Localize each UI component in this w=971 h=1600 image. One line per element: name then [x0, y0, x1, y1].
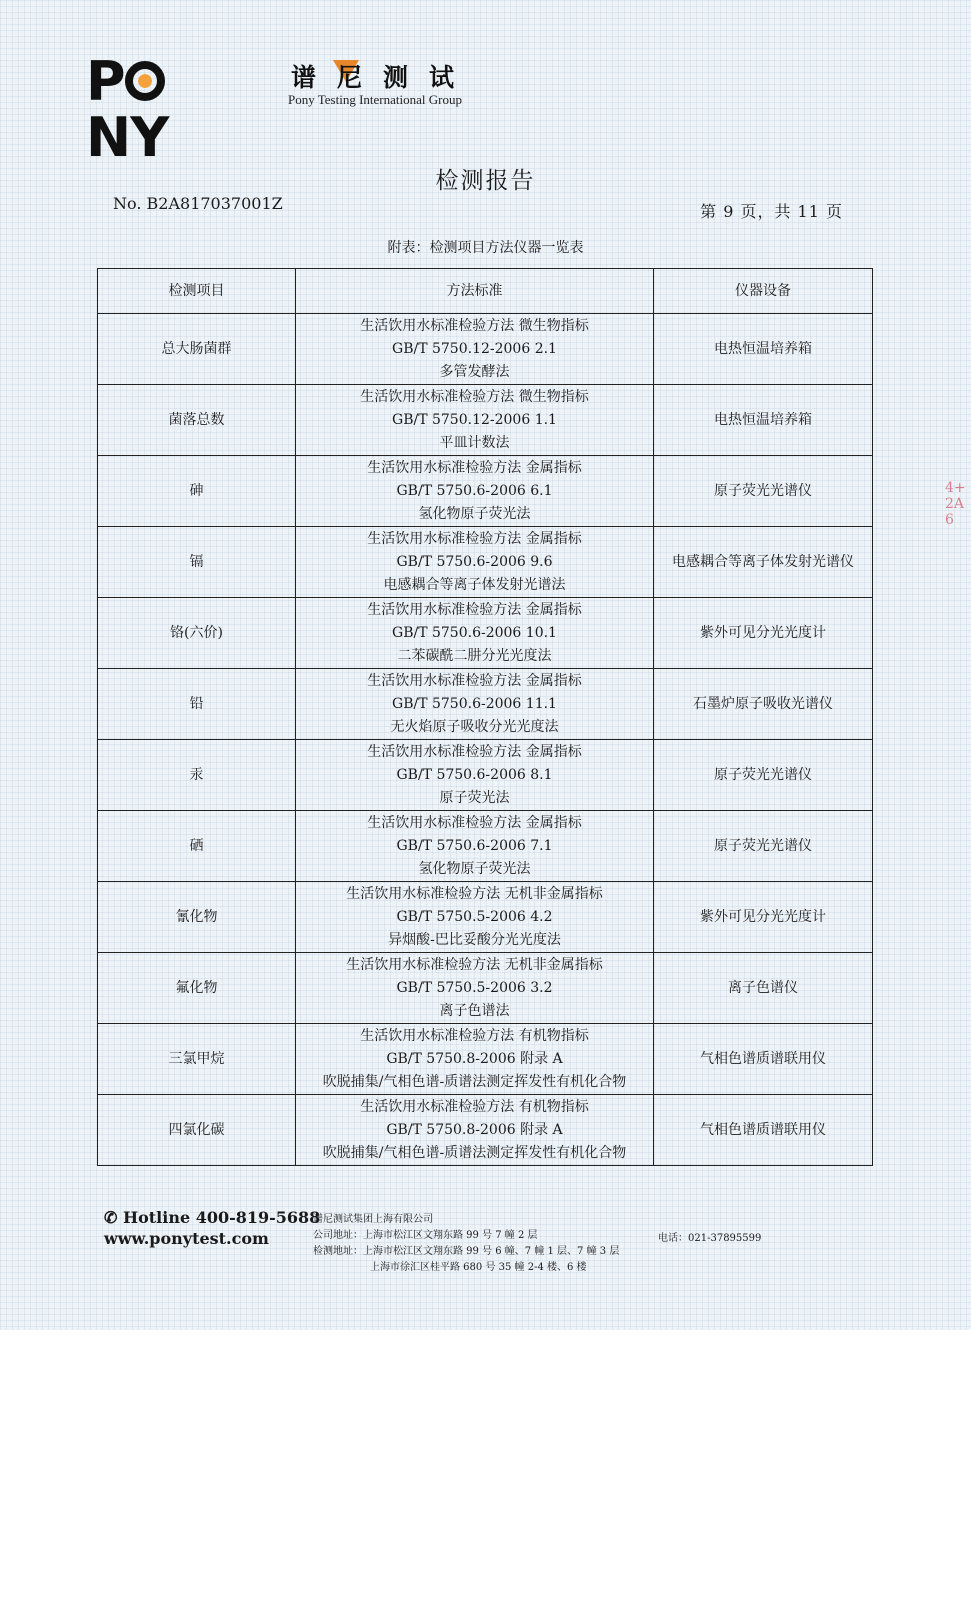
method-technique: 平皿计数法: [439, 434, 510, 451]
cell-method: [296, 598, 654, 669]
website-link[interactable]: www.ponytest.com: [104, 1229, 269, 1248]
appendix-title: 附表：检测项目方法仪器一览表: [387, 240, 584, 256]
methods-table: [97, 268, 873, 1166]
method-standard: GB/T 5750.5-2006 3.2: [396, 979, 553, 996]
cell-method: [296, 882, 654, 953]
cell-item: 氰化物: [98, 882, 296, 953]
cell-item: 四氯化碳: [98, 1095, 296, 1166]
cell-method: [296, 953, 654, 1024]
method-name: 生活饮用水标准检验方法 金属指标: [367, 672, 582, 689]
lab-address-secondary: 上海市徐汇区桂平路 680 号 35 幢 2-4 楼、6 楼: [370, 1262, 587, 1273]
method-technique: 多管发酵法: [439, 363, 510, 380]
method-name: 生活饮用水标准检验方法 微生物指标: [360, 317, 589, 334]
cell-equipment: 紫外可见分光光度计: [654, 882, 873, 953]
cell-equipment: 气相色谱质谱联用仪: [654, 1095, 873, 1166]
cell-item: 三氯甲烷: [98, 1024, 296, 1095]
table-row: [98, 456, 873, 527]
cell-method: [296, 314, 654, 385]
method-technique: 吹脱捕集/气相色谱-质谱法测定挥发性有机化合物: [322, 1144, 627, 1161]
cell-method: [296, 1095, 654, 1166]
method-standard: GB/T 5750.6-2006 9.6: [396, 553, 553, 570]
cell-equipment: 电感耦合等离子体发射光谱仪: [654, 527, 873, 598]
company-phone: 电话：021-37895599: [658, 1233, 762, 1244]
table-row: [98, 953, 873, 1024]
seal-stamp: 4+2A6: [945, 480, 966, 528]
table-row: [98, 527, 873, 598]
method-standard: GB/T 5750.8-2006 附录 A: [386, 1050, 563, 1067]
cell-method: [296, 456, 654, 527]
method-standard: GB/T 5750.6-2006 10.1: [392, 624, 557, 641]
table-header-row: [98, 269, 873, 314]
cell-equipment: 电热恒温培养箱: [654, 314, 873, 385]
method-name: 生活饮用水标准检验方法 金属指标: [367, 743, 582, 760]
cell-item: 铬(六价): [98, 598, 296, 669]
cell-item: 铅: [98, 669, 296, 740]
cell-item: 汞: [98, 740, 296, 811]
cell-equipment: 气相色谱质谱联用仪: [654, 1024, 873, 1095]
method-technique: 吹脱捕集/气相色谱-质谱法测定挥发性有机化合物: [322, 1073, 627, 1090]
logo-english-name: Pony Testing International Group: [288, 92, 462, 107]
table-row: [98, 314, 873, 385]
table-row: [98, 811, 873, 882]
cell-method: [296, 740, 654, 811]
method-name: 生活饮用水标准检验方法 无机非金属指标: [346, 885, 603, 902]
method-technique: 无火焰原子吸收分光光度法: [390, 718, 559, 735]
cell-item: 菌落总数: [98, 385, 296, 456]
method-name: 生活饮用水标准检验方法 有机物指标: [360, 1098, 589, 1115]
method-name: 生活饮用水标准检验方法 微生物指标: [360, 388, 589, 405]
company-address: 公司地址：上海市松江区文翔东路 99 号 7 幢 2 层: [313, 1230, 538, 1241]
method-name: 生活饮用水标准检验方法 金属指标: [367, 814, 582, 831]
method-name: 生活饮用水标准检验方法 金属指标: [367, 601, 582, 618]
logo-chinese-name: 谱尼测试: [291, 63, 476, 92]
table-row: [98, 598, 873, 669]
column-header-item: 检测项目: [98, 269, 296, 314]
cell-method: [296, 385, 654, 456]
method-technique: 二苯碳酰二肼分光光度法: [397, 647, 552, 664]
method-standard: GB/T 5750.12-2006 1.1: [392, 411, 557, 428]
cell-item: 总大肠菌群: [98, 314, 296, 385]
method-standard: GB/T 5750.6-2006 7.1: [396, 837, 553, 854]
cell-method: [296, 811, 654, 882]
document-title: 检测报告: [435, 168, 536, 194]
method-standard: GB/T 5750.6-2006 8.1: [396, 766, 553, 783]
table-row: [98, 882, 873, 953]
method-standard: GB/T 5750.6-2006 11.1: [392, 695, 557, 712]
logo-o-circle-icon: [125, 61, 165, 101]
method-technique: 氢化物原子荧光法: [418, 505, 531, 522]
method-name: 生活饮用水标准检验方法 金属指标: [367, 459, 582, 476]
method-technique: 电感耦合等离子体发射光谱法: [383, 576, 566, 593]
cell-method: [296, 669, 654, 740]
column-header-method: 方法标准: [296, 269, 654, 314]
hotline: ✆ Hotline 400-819-5688: [104, 1208, 321, 1227]
lab-address: 检测地址：上海市松江区文翔东路 99 号 6 幢、7 幢 1 层、7 幢 3 层: [313, 1246, 620, 1257]
table-row: [98, 385, 873, 456]
cell-method: [296, 527, 654, 598]
column-header-equipment: 仪器设备: [654, 269, 873, 314]
phone-icon: ✆: [104, 1208, 118, 1227]
cell-equipment: 电热恒温培养箱: [654, 385, 873, 456]
cell-equipment: 原子荧光光谱仪: [654, 811, 873, 882]
cell-equipment: 原子荧光光谱仪: [654, 740, 873, 811]
cell-item: 砷: [98, 456, 296, 527]
cell-item: 氟化物: [98, 953, 296, 1024]
logo-wordmark: PNY: [86, 50, 169, 169]
cell-method: [296, 1024, 654, 1095]
footer-addresses: [313, 1212, 619, 1276]
footer-contact: [104, 1208, 320, 1248]
method-standard: GB/T 5750.12-2006 2.1: [392, 340, 557, 357]
method-technique: 氢化物原子荧光法: [418, 860, 531, 877]
method-standard: GB/T 5750.8-2006 附录 A: [386, 1121, 563, 1138]
method-technique: 原子荧光法: [439, 789, 510, 806]
cell-equipment: 离子色谱仪: [654, 953, 873, 1024]
method-name: 生活饮用水标准检验方法 金属指标: [367, 530, 582, 547]
cell-item: 镉: [98, 527, 296, 598]
page-indicator: 第 9 页，共 11 页: [700, 202, 843, 221]
cell-equipment: 石墨炉原子吸收光谱仪: [654, 669, 873, 740]
company-name: 谱尼测试集团上海有限公司: [313, 1214, 433, 1225]
method-standard: GB/T 5750.5-2006 4.2: [396, 908, 553, 925]
method-name: 生活饮用水标准检验方法 有机物指标: [360, 1027, 589, 1044]
method-technique: 异烟酸-巴比妥酸分光光度法: [388, 931, 561, 948]
table-row: [98, 669, 873, 740]
table-row: [98, 1095, 873, 1166]
cell-item: 硒: [98, 811, 296, 882]
table-row: [98, 740, 873, 811]
cell-equipment: 原子荧光光谱仪: [654, 456, 873, 527]
method-standard: GB/T 5750.6-2006 6.1: [396, 482, 553, 499]
method-technique: 离子色谱法: [439, 1002, 510, 1019]
report-number: No. B2A817037001Z: [113, 194, 283, 213]
table-row: [98, 1024, 873, 1095]
method-name: 生活饮用水标准检验方法 无机非金属指标: [346, 956, 603, 973]
cell-equipment: 紫外可见分光光度计: [654, 598, 873, 669]
